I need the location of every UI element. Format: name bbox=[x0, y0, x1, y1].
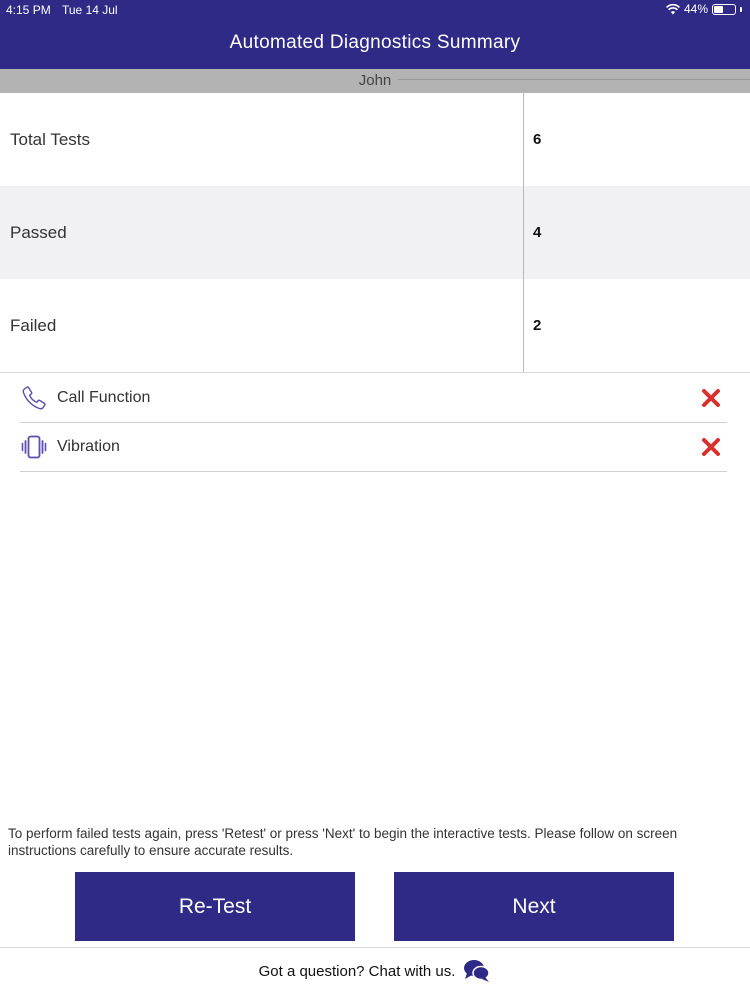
battery-percent: 44% bbox=[683, 2, 708, 16]
summary-row-passed bbox=[0, 186, 750, 279]
list-item[interactable] bbox=[20, 374, 727, 423]
summary-value: 2 bbox=[533, 317, 542, 334]
username: John bbox=[358, 72, 392, 89]
summary-row-total bbox=[0, 93, 750, 186]
footer-divider bbox=[0, 947, 750, 948]
summary-value: 6 bbox=[533, 131, 542, 148]
fail-cross-icon bbox=[701, 437, 721, 457]
status-indicators bbox=[666, 2, 742, 16]
status-time: 4:15 PM bbox=[6, 3, 51, 17]
summary-table bbox=[0, 93, 750, 372]
failed-test-label: Vibration bbox=[57, 438, 120, 455]
summary-label: Failed bbox=[0, 279, 524, 372]
failed-test-label: Call Function bbox=[57, 389, 151, 406]
username-divider bbox=[398, 79, 750, 80]
instructions-text: To perform failed tests again, press 'Retest' or press 'Next' to begin the interactive tests. Please follow on screen instructions carefully to ensure accurate results. bbox=[8, 826, 678, 858]
app-header bbox=[0, 0, 750, 69]
status-date: Tue 14 Jul bbox=[62, 3, 118, 17]
username-bar bbox=[0, 69, 750, 93]
summary-value: 4 bbox=[533, 224, 542, 241]
failed-tests-list bbox=[20, 374, 727, 472]
battery-icon bbox=[712, 4, 736, 15]
summary-row-failed bbox=[0, 279, 750, 372]
fail-cross-icon bbox=[701, 388, 721, 408]
battery-tip bbox=[740, 7, 742, 12]
retest-button[interactable]: Re-Test bbox=[75, 872, 355, 941]
next-button[interactable]: Next bbox=[394, 872, 674, 941]
chat-link[interactable] bbox=[0, 958, 750, 984]
chat-label: Got a question? Chat with us. bbox=[258, 962, 456, 980]
summary-divider bbox=[0, 372, 750, 373]
page-title: Automated Diagnostics Summary bbox=[229, 32, 521, 53]
phone-icon bbox=[20, 384, 48, 412]
battery-fill bbox=[714, 6, 723, 13]
summary-label: Passed bbox=[0, 186, 524, 279]
summary-label: Total Tests bbox=[0, 93, 524, 186]
status-bar bbox=[0, 0, 750, 20]
list-item[interactable] bbox=[20, 423, 727, 472]
chat-bubbles-icon bbox=[463, 958, 491, 984]
wifi-icon bbox=[666, 3, 680, 15]
vibration-icon bbox=[20, 433, 48, 461]
